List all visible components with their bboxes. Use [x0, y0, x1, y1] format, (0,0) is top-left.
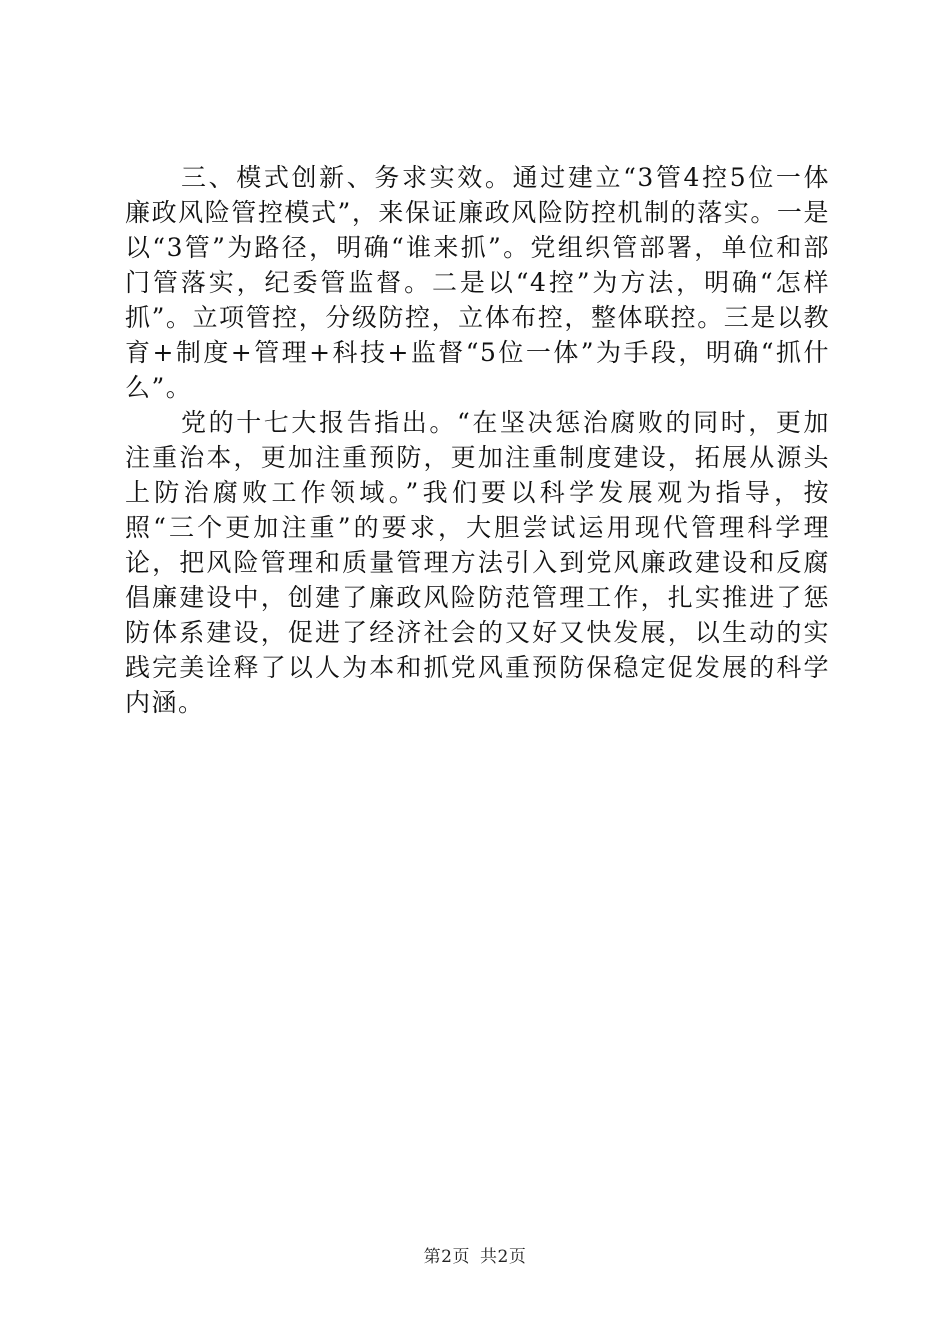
page-number-total: 共2页 — [480, 1247, 527, 1267]
paragraph-model-innovation: 三、模式创新、务求实效。通过建立“3管4控5位一体廉政风险管控模式”，来保证廉政风险防控机制的落实。一是以“3管”为路径，明确“谁来抓”。党组织管部署，单位和部门管落实，纪委管监督。二是以“4控”为方法，明确“怎样抓”。立项管控，分级防控，立体布控，整体联控。三是以教育+制度+管理+科技+监督“5位一体”为手段，明确“抓什么”。 — [125, 163, 830, 402]
paragraph-seventeenth-congress: 党的十七大报告指出。“在坚决惩治腐败的同时，更加注重治本，更加注重预防，更加注重制度建设，拓展从源头上防治腐败工作领域。”我们要以科学发展观为指导，按照“三个更加注重”的要求，大胆尝试运用现代管理科学理论，把风险管理和质量管理方法引入到党风廉政建设和反腐倡廉建设中，创建了廉政风险防范管理工作，扎实推进了惩防体系建设，促进了经济社会的又好又快发展，以生动的实践完美诠释了以人为本和抓党风重预防保稳定促发展的科学内涵。 — [125, 408, 830, 717]
page-footer — [0, 1242, 950, 1267]
document-body — [125, 160, 830, 720]
page-number-current: 第2页 — [423, 1247, 470, 1267]
